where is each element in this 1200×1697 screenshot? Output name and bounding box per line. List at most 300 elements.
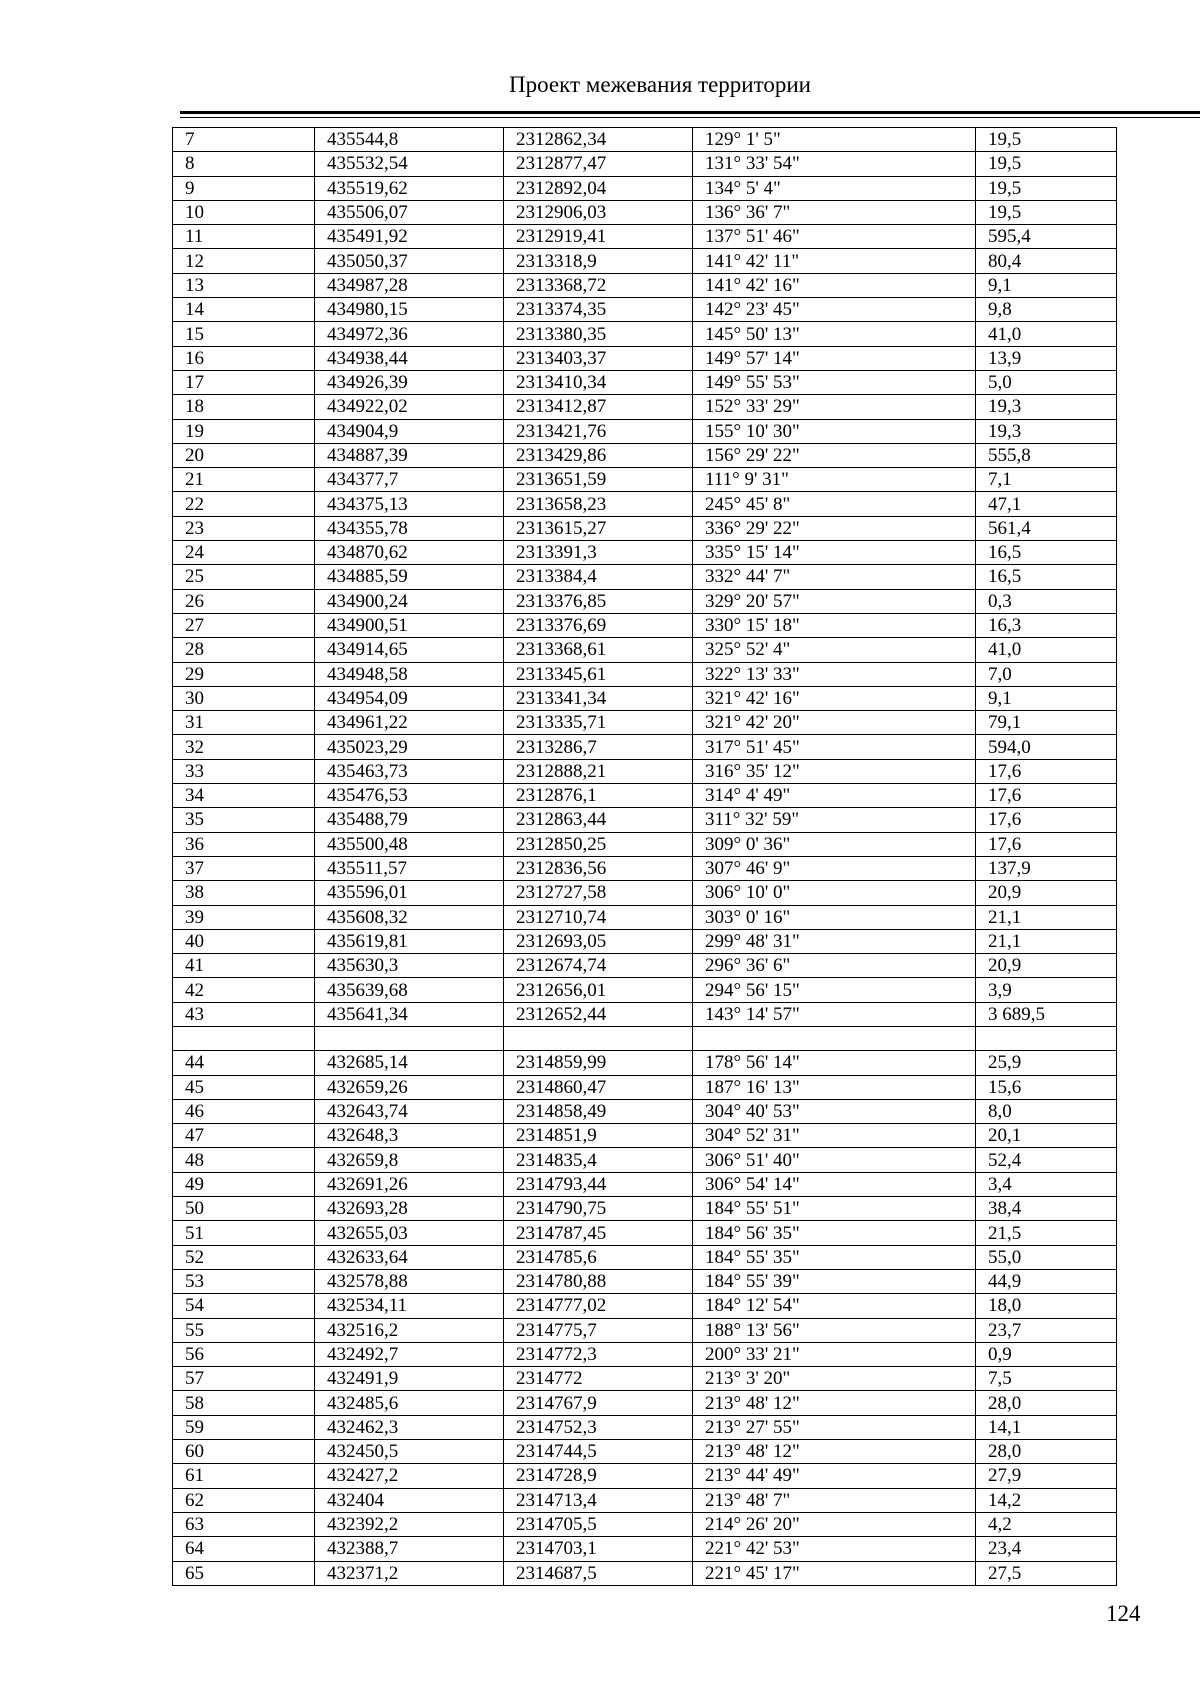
distance-cell: 7,1 (976, 468, 1117, 492)
y-coordinate-cell: 2313429,86 (504, 443, 693, 467)
table-row (173, 128, 1117, 152)
x-coordinate-cell: 432648,3 (315, 1124, 504, 1148)
point-number-cell: 25 (173, 565, 315, 589)
table-row (173, 249, 1117, 273)
distance-cell: 9,1 (976, 686, 1117, 710)
y-coordinate-cell: 2313345,61 (504, 662, 693, 686)
point-number-cell: 35 (173, 808, 315, 832)
bearing-cell: 184° 12' 54" (693, 1294, 976, 1318)
x-coordinate-cell: 432371,2 (315, 1561, 504, 1585)
point-number-cell: 50 (173, 1197, 315, 1221)
table-row (173, 541, 1117, 565)
table-row (173, 686, 1117, 710)
table-row (173, 1172, 1117, 1196)
point-number-cell: 61 (173, 1464, 315, 1488)
y-coordinate-cell: 2313341,34 (504, 686, 693, 710)
table-row (173, 881, 1117, 905)
distance-cell: 20,1 (976, 1124, 1117, 1148)
point-number-cell: 15 (173, 322, 315, 346)
table-row (173, 1367, 1117, 1391)
bearing-cell: 329° 20' 57" (693, 589, 976, 613)
bearing-cell: 213° 48' 7" (693, 1488, 976, 1512)
point-number-cell: 47 (173, 1124, 315, 1148)
table-row (173, 735, 1117, 759)
bearing-cell: 129° 1' 5" (693, 128, 976, 152)
distance-cell: 17,6 (976, 759, 1117, 783)
bearing-cell: 304° 40' 53" (693, 1099, 976, 1123)
distance-cell: 41,0 (976, 638, 1117, 662)
y-coordinate-cell: 2312693,05 (504, 929, 693, 953)
y-coordinate-cell: 2314687,5 (504, 1561, 693, 1585)
point-number-cell: 26 (173, 589, 315, 613)
distance-cell: 4,2 (976, 1512, 1117, 1536)
bearing-cell: 335° 15' 14" (693, 541, 976, 565)
bearing-cell: 184° 55' 39" (693, 1269, 976, 1293)
y-coordinate-cell: 2314835,4 (504, 1148, 693, 1172)
table-row (173, 784, 1117, 808)
bearing-cell: 184° 55' 51" (693, 1197, 976, 1221)
x-coordinate-cell: 434938,44 (315, 346, 504, 370)
bearing-cell: 152° 33' 29" (693, 395, 976, 419)
table-row (173, 1221, 1117, 1245)
table-row (173, 1099, 1117, 1123)
point-number-cell: 64 (173, 1537, 315, 1561)
point-number-cell: 40 (173, 929, 315, 953)
point-number-cell: 49 (173, 1172, 315, 1196)
distance-cell: 20,9 (976, 881, 1117, 905)
x-coordinate-cell: 432450,5 (315, 1440, 504, 1464)
distance-cell: 44,9 (976, 1269, 1117, 1293)
y-coordinate-cell: 2312850,25 (504, 832, 693, 856)
x-coordinate-cell: 435463,73 (315, 759, 504, 783)
y-coordinate-cell: 2313376,69 (504, 613, 693, 637)
distance-cell: 7,0 (976, 662, 1117, 686)
distance-cell: 38,4 (976, 1197, 1117, 1221)
distance-cell: 561,4 (976, 516, 1117, 540)
distance-cell: 17,6 (976, 784, 1117, 808)
x-coordinate-cell: 434972,36 (315, 322, 504, 346)
distance-cell: 137,9 (976, 856, 1117, 880)
table-row (173, 322, 1117, 346)
distance-cell: 7,5 (976, 1367, 1117, 1391)
page-header-title: Проект межевания территории (509, 72, 811, 97)
bearing-cell: 309° 0' 36" (693, 832, 976, 856)
bearing-cell: 306° 51' 40" (693, 1148, 976, 1172)
x-coordinate-cell (315, 1026, 504, 1050)
distance-cell: 55,0 (976, 1245, 1117, 1269)
bearing-cell: 131° 33' 54" (693, 152, 976, 176)
distance-cell: 28,0 (976, 1391, 1117, 1415)
distance-cell: 21,1 (976, 905, 1117, 929)
bearing-cell: 213° 48' 12" (693, 1391, 976, 1415)
point-number-cell: 63 (173, 1512, 315, 1536)
distance-cell: 9,8 (976, 298, 1117, 322)
x-coordinate-cell: 432659,26 (315, 1075, 504, 1099)
y-coordinate-cell: 2314728,9 (504, 1464, 693, 1488)
bearing-cell: 303° 0' 16" (693, 905, 976, 929)
x-coordinate-cell: 435630,3 (315, 954, 504, 978)
y-coordinate-cell: 2314767,9 (504, 1391, 693, 1415)
bearing-cell: 155° 10' 30" (693, 419, 976, 443)
distance-cell: 79,1 (976, 711, 1117, 735)
x-coordinate-cell: 435619,81 (315, 929, 504, 953)
bearing-cell: 306° 54' 14" (693, 1172, 976, 1196)
table-row (173, 856, 1117, 880)
bearing-cell: 299° 48' 31" (693, 929, 976, 953)
bearing-cell: 184° 55' 35" (693, 1245, 976, 1269)
point-number-cell: 39 (173, 905, 315, 929)
bearing-cell: 321° 42' 20" (693, 711, 976, 735)
x-coordinate-cell: 435500,48 (315, 832, 504, 856)
x-coordinate-cell: 435488,79 (315, 808, 504, 832)
distance-cell: 28,0 (976, 1440, 1117, 1464)
distance-cell: 15,6 (976, 1075, 1117, 1099)
y-coordinate-cell: 2312919,41 (504, 225, 693, 249)
y-coordinate-cell: 2313318,9 (504, 249, 693, 273)
bearing-cell: 184° 56' 35" (693, 1221, 976, 1245)
table-row (173, 954, 1117, 978)
table-row (173, 638, 1117, 662)
bearing-cell: 149° 55' 53" (693, 370, 976, 394)
y-coordinate-cell: 2314752,3 (504, 1415, 693, 1439)
bearing-cell: 213° 27' 55" (693, 1415, 976, 1439)
x-coordinate-cell: 432578,88 (315, 1269, 504, 1293)
x-coordinate-cell: 434900,51 (315, 613, 504, 637)
bearing-cell: 111° 9' 31" (693, 468, 976, 492)
table-row (173, 1561, 1117, 1585)
distance-cell: 5,0 (976, 370, 1117, 394)
bearing-cell: 221° 45' 17" (693, 1561, 976, 1585)
y-coordinate-cell: 2314859,99 (504, 1051, 693, 1075)
bearing-cell: 214° 26' 20" (693, 1512, 976, 1536)
table-row (173, 1148, 1117, 1172)
y-coordinate-cell: 2314705,5 (504, 1512, 693, 1536)
bearing-cell (693, 1026, 976, 1050)
table-row (173, 468, 1117, 492)
x-coordinate-cell: 432516,2 (315, 1318, 504, 1342)
distance-cell: 18,0 (976, 1294, 1117, 1318)
distance-cell: 47,1 (976, 492, 1117, 516)
table-row (173, 1075, 1117, 1099)
point-number-cell: 62 (173, 1488, 315, 1512)
y-coordinate-cell: 2314860,47 (504, 1075, 693, 1099)
point-number-cell: 46 (173, 1099, 315, 1123)
x-coordinate-cell: 434980,15 (315, 298, 504, 322)
point-number-cell: 11 (173, 225, 315, 249)
x-coordinate-cell: 432693,28 (315, 1197, 504, 1221)
table-row (173, 225, 1117, 249)
distance-cell: 19,3 (976, 419, 1117, 443)
point-number-cell: 55 (173, 1318, 315, 1342)
y-coordinate-cell: 2313384,4 (504, 565, 693, 589)
y-coordinate-cell: 2314772 (504, 1367, 693, 1391)
y-coordinate-cell: 2312710,74 (504, 905, 693, 929)
bearing-cell: 142° 23' 45" (693, 298, 976, 322)
x-coordinate-cell: 432492,7 (315, 1342, 504, 1366)
table-row (173, 1002, 1117, 1026)
table-row (173, 1440, 1117, 1464)
point-number-cell: 29 (173, 662, 315, 686)
y-coordinate-cell: 2312876,1 (504, 784, 693, 808)
point-number-cell: 10 (173, 200, 315, 224)
table-row (173, 978, 1117, 1002)
point-number-cell: 54 (173, 1294, 315, 1318)
distance-cell: 27,9 (976, 1464, 1117, 1488)
x-coordinate-cell: 434377,7 (315, 468, 504, 492)
y-coordinate-cell: 2314703,1 (504, 1537, 693, 1561)
y-coordinate-cell: 2314851,9 (504, 1124, 693, 1148)
y-coordinate-cell: 2314744,5 (504, 1440, 693, 1464)
x-coordinate-cell: 434948,58 (315, 662, 504, 686)
bearing-cell: 137° 51' 46" (693, 225, 976, 249)
bearing-cell: 136° 36' 7" (693, 200, 976, 224)
point-number-cell: 31 (173, 711, 315, 735)
bearing-cell: 307° 46' 9" (693, 856, 976, 880)
y-coordinate-cell: 2313368,72 (504, 273, 693, 297)
bearing-cell: 321° 42' 16" (693, 686, 976, 710)
table-row (173, 443, 1117, 467)
bearing-cell: 187° 16' 13" (693, 1075, 976, 1099)
table-row (173, 1245, 1117, 1269)
bearing-cell: 221° 42' 53" (693, 1537, 976, 1561)
x-coordinate-cell: 435608,32 (315, 905, 504, 929)
y-coordinate-cell: 2313286,7 (504, 735, 693, 759)
table-row (173, 1342, 1117, 1366)
y-coordinate-cell: 2313380,35 (504, 322, 693, 346)
x-coordinate-cell: 434375,13 (315, 492, 504, 516)
x-coordinate-cell: 432491,9 (315, 1367, 504, 1391)
distance-cell: 16,5 (976, 541, 1117, 565)
point-number-cell: 18 (173, 395, 315, 419)
distance-cell: 52,4 (976, 1148, 1117, 1172)
bearing-cell: 322° 13' 33" (693, 662, 976, 686)
y-coordinate-cell: 2314858,49 (504, 1099, 693, 1123)
point-number-cell: 41 (173, 954, 315, 978)
y-coordinate-cell: 2312877,47 (504, 152, 693, 176)
x-coordinate-cell: 434954,09 (315, 686, 504, 710)
distance-cell: 16,5 (976, 565, 1117, 589)
distance-cell: 3,9 (976, 978, 1117, 1002)
bearing-cell: 317° 51' 45" (693, 735, 976, 759)
y-coordinate-cell: 2313376,85 (504, 589, 693, 613)
y-coordinate-cell: 2312906,03 (504, 200, 693, 224)
x-coordinate-cell: 435544,8 (315, 128, 504, 152)
table-row (173, 273, 1117, 297)
x-coordinate-cell: 432633,64 (315, 1245, 504, 1269)
table-row (173, 711, 1117, 735)
distance-cell: 17,6 (976, 832, 1117, 856)
x-coordinate-cell: 435532,54 (315, 152, 504, 176)
header-rule-thin (180, 117, 1200, 118)
coordinates-table (172, 127, 1117, 1586)
point-number-cell: 9 (173, 176, 315, 200)
table-row (173, 1294, 1117, 1318)
table-row (173, 613, 1117, 637)
x-coordinate-cell: 435506,07 (315, 200, 504, 224)
point-number-cell: 17 (173, 370, 315, 394)
bearing-cell: 213° 3' 20" (693, 1367, 976, 1391)
x-coordinate-cell: 435519,62 (315, 176, 504, 200)
bearing-cell: 143° 14' 57" (693, 1002, 976, 1026)
point-number-cell: 7 (173, 128, 315, 152)
y-coordinate-cell: 2313391,3 (504, 541, 693, 565)
point-number-cell: 42 (173, 978, 315, 1002)
point-number-cell: 14 (173, 298, 315, 322)
point-number-cell: 16 (173, 346, 315, 370)
point-number-cell: 51 (173, 1221, 315, 1245)
table-row (173, 1318, 1117, 1342)
x-coordinate-cell: 434914,65 (315, 638, 504, 662)
table-row (173, 176, 1117, 200)
y-coordinate-cell: 2312674,74 (504, 954, 693, 978)
x-coordinate-cell: 434987,28 (315, 273, 504, 297)
point-number-cell: 8 (173, 152, 315, 176)
table-row (173, 298, 1117, 322)
point-number-cell: 59 (173, 1415, 315, 1439)
x-coordinate-cell: 432685,14 (315, 1051, 504, 1075)
bearing-cell: 213° 44' 49" (693, 1464, 976, 1488)
point-number-cell: 24 (173, 541, 315, 565)
y-coordinate-cell: 2314777,02 (504, 1294, 693, 1318)
x-coordinate-cell: 435641,34 (315, 1002, 504, 1026)
bearing-cell: 296° 36' 6" (693, 954, 976, 978)
table-row (173, 200, 1117, 224)
point-number-cell: 34 (173, 784, 315, 808)
table-row (173, 929, 1117, 953)
y-coordinate-cell: 2313412,87 (504, 395, 693, 419)
y-coordinate-cell: 2314772,3 (504, 1342, 693, 1366)
table-row (173, 492, 1117, 516)
distance-cell: 19,5 (976, 152, 1117, 176)
table-row (173, 1537, 1117, 1561)
bearing-cell: 149° 57' 14" (693, 346, 976, 370)
x-coordinate-cell: 434885,59 (315, 565, 504, 589)
table-row (173, 516, 1117, 540)
x-coordinate-cell: 434900,24 (315, 589, 504, 613)
distance-cell: 23,4 (976, 1537, 1117, 1561)
y-coordinate-cell: 2313374,35 (504, 298, 693, 322)
table-row (173, 832, 1117, 856)
y-coordinate-cell: 2314775,7 (504, 1318, 693, 1342)
distance-cell: 19,3 (976, 395, 1117, 419)
point-number-cell: 65 (173, 1561, 315, 1585)
header-rule-thick (180, 111, 1200, 114)
bearing-cell: 330° 15' 18" (693, 613, 976, 637)
bearing-cell: 325° 52' 4" (693, 638, 976, 662)
point-number-cell: 21 (173, 468, 315, 492)
point-number-cell: 36 (173, 832, 315, 856)
distance-cell: 594,0 (976, 735, 1117, 759)
table-row (173, 808, 1117, 832)
table-row (173, 1464, 1117, 1488)
point-number-cell: 60 (173, 1440, 315, 1464)
x-coordinate-cell: 435491,92 (315, 225, 504, 249)
y-coordinate-cell: 2312862,34 (504, 128, 693, 152)
page-number: 124 (1106, 1601, 1141, 1626)
x-coordinate-cell: 432392,2 (315, 1512, 504, 1536)
x-coordinate-cell: 434961,22 (315, 711, 504, 735)
table-row (173, 1124, 1117, 1148)
y-coordinate-cell: 2312892,04 (504, 176, 693, 200)
distance-cell: 19,5 (976, 128, 1117, 152)
point-number-cell: 53 (173, 1269, 315, 1293)
distance-cell: 595,4 (976, 225, 1117, 249)
x-coordinate-cell: 434887,39 (315, 443, 504, 467)
point-number-cell: 37 (173, 856, 315, 880)
bearing-cell: 145° 50' 13" (693, 322, 976, 346)
table-row (173, 589, 1117, 613)
distance-cell: 20,9 (976, 954, 1117, 978)
point-number-cell: 19 (173, 419, 315, 443)
distance-cell: 19,5 (976, 176, 1117, 200)
distance-cell (976, 1026, 1117, 1050)
point-number-cell: 56 (173, 1342, 315, 1366)
distance-cell: 17,6 (976, 808, 1117, 832)
x-coordinate-cell: 435050,37 (315, 249, 504, 273)
table-row (173, 1026, 1117, 1050)
bearing-cell: 213° 48' 12" (693, 1440, 976, 1464)
table-row (173, 1415, 1117, 1439)
distance-cell: 80,4 (976, 249, 1117, 273)
table-row (173, 152, 1117, 176)
x-coordinate-cell: 432655,03 (315, 1221, 504, 1245)
bearing-cell: 200° 33' 21" (693, 1342, 976, 1366)
x-coordinate-cell: 434904,9 (315, 419, 504, 443)
distance-cell: 16,3 (976, 613, 1117, 637)
bearing-cell: 134° 5' 4" (693, 176, 976, 200)
point-number-cell: 32 (173, 735, 315, 759)
y-coordinate-cell: 2313410,34 (504, 370, 693, 394)
y-coordinate-cell: 2312888,21 (504, 759, 693, 783)
distance-cell: 14,1 (976, 1415, 1117, 1439)
point-number-cell: 58 (173, 1391, 315, 1415)
table-row (173, 905, 1117, 929)
x-coordinate-cell: 432691,26 (315, 1172, 504, 1196)
y-coordinate-cell: 2314790,75 (504, 1197, 693, 1221)
y-coordinate-cell: 2313658,23 (504, 492, 693, 516)
bearing-cell: 332° 44' 7" (693, 565, 976, 589)
bearing-cell: 314° 4' 49" (693, 784, 976, 808)
bearing-cell: 141° 42' 16" (693, 273, 976, 297)
x-coordinate-cell: 434355,78 (315, 516, 504, 540)
y-coordinate-cell: 2312652,44 (504, 1002, 693, 1026)
y-coordinate-cell (504, 1026, 693, 1050)
y-coordinate-cell: 2312656,01 (504, 978, 693, 1002)
distance-cell: 25,9 (976, 1051, 1117, 1075)
y-coordinate-cell: 2314787,45 (504, 1221, 693, 1245)
x-coordinate-cell: 435476,53 (315, 784, 504, 808)
distance-cell: 14,2 (976, 1488, 1117, 1512)
distance-cell: 21,1 (976, 929, 1117, 953)
x-coordinate-cell: 432388,7 (315, 1537, 504, 1561)
y-coordinate-cell: 2313615,27 (504, 516, 693, 540)
distance-cell: 3 689,5 (976, 1002, 1117, 1026)
table-row (173, 1269, 1117, 1293)
distance-cell: 19,5 (976, 200, 1117, 224)
table-row (173, 419, 1117, 443)
x-coordinate-cell: 432462,3 (315, 1415, 504, 1439)
distance-cell: 21,5 (976, 1221, 1117, 1245)
x-coordinate-cell: 432485,6 (315, 1391, 504, 1415)
y-coordinate-cell: 2312836,56 (504, 856, 693, 880)
y-coordinate-cell: 2313403,37 (504, 346, 693, 370)
distance-cell: 13,9 (976, 346, 1117, 370)
y-coordinate-cell: 2314713,4 (504, 1488, 693, 1512)
table-row (173, 1488, 1117, 1512)
y-coordinate-cell: 2314780,88 (504, 1269, 693, 1293)
y-coordinate-cell: 2312727,58 (504, 881, 693, 905)
distance-cell: 0,9 (976, 1342, 1117, 1366)
